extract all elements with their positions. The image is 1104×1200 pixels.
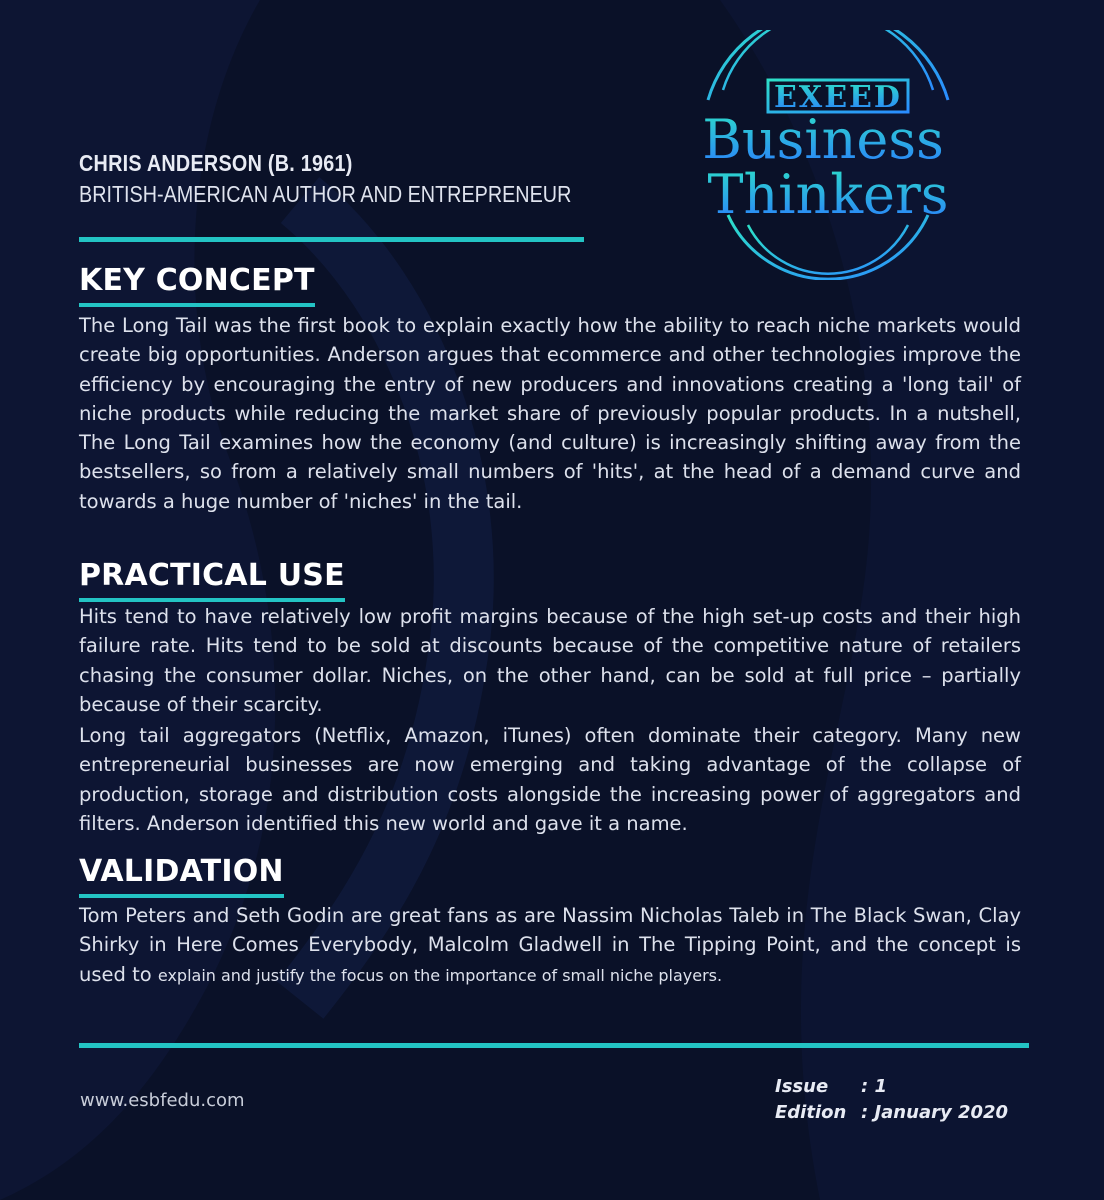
validation-text-main: Tom Peters and Seth Godin are great fans as are Nassim Nicholas Taleb in The Black Swan, Clay Shirky in Here Comes Everybody, Malcolm Gladwell in The Tipping Point, and the concept is used to — [79, 904, 1021, 986]
issue-info — [775, 1074, 1008, 1126]
practical-use-heading — [79, 558, 345, 593]
validation-text — [79, 901, 1021, 990]
logo-business-text: Business — [702, 108, 944, 171]
practical-use-title: PRACTICAL USE — [79, 558, 345, 593]
issue-label: Issue — [775, 1076, 829, 1097]
validation-heading — [79, 854, 284, 889]
key-concept-underline — [79, 303, 315, 307]
edition-label: Edition — [775, 1102, 847, 1123]
website-link[interactable]: www.esbfedu.com — [80, 1090, 245, 1111]
practical-use-text-1: Hits tend to have relatively low profit margins because of the high set-up costs and their high failure rate. Hits tend to be sold at discounts because of the competitive nature of retailers chasing the consumer dollar. Niches, on the other hand, can be sold at full price – partially because of their scarcity. — [79, 605, 1021, 716]
logo-thinkers-text: Thinkers — [707, 163, 949, 226]
key-concept-text: The Long Tail was the first book to explain exactly how the ability to reach niche markets would create big opportunities. Anderson argues that ecommerce and other technologies improve the efficiency by encouraging the entry of new producers and innovations creating a 'long tail' of niche products while reducing the market share of previously popular products. In a nutshell, The Long Tail examines how the economy (and culture) is increasingly shifting away from the bestsellers, so from a relatively small numbers of 'hits', at the head of a demand curve and towards a huge number of 'niches' in the tail. — [79, 314, 1021, 513]
validation-title: VALIDATION — [79, 854, 284, 889]
practical-use-text-2: Long tail aggregators (Netflix, Amazon, iTunes) often dominate their category. Many new entrepreneurial businesses are now emerging and taking advantage of the collapse of production, storage and distribution costs alongside the increasing power of aggregators and filters. Anderson identified this new world and gave it a name. — [79, 724, 1021, 835]
header-divider — [79, 237, 584, 242]
author-name: CHRIS ANDERSON (B. 1961) — [79, 150, 353, 176]
logo-exeed-text: EXEED — [774, 80, 902, 115]
validation-text-small: explain and justify the focus on the importance of small niche players. — [157, 965, 723, 985]
author-role: BRITISH-AMERICAN AUTHOR AND ENTREPRENEUR — [79, 181, 572, 207]
author-block — [79, 150, 599, 208]
key-concept-heading — [79, 263, 315, 298]
edition-value: : January 2020 — [861, 1102, 1009, 1123]
key-concept-title: KEY CONCEPT — [79, 263, 315, 298]
exeed-business-thinkers-logo — [668, 30, 988, 280]
footer-divider — [79, 1043, 1029, 1048]
validation-underline — [79, 894, 284, 898]
issue-value: : 1 — [861, 1076, 887, 1097]
